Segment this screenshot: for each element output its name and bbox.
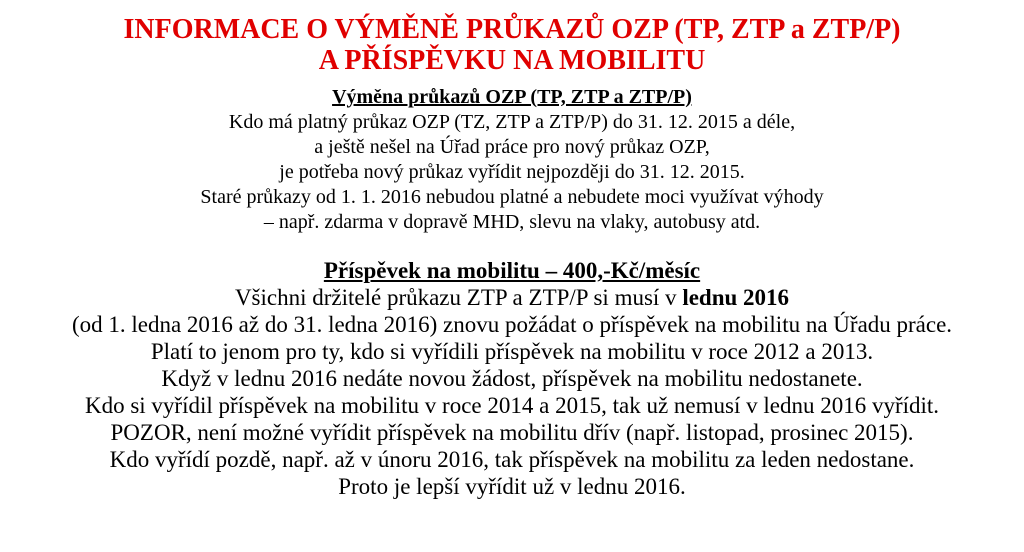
paragraph-text: Všichni držitelé průkazu ZTP a ZTP/P si musí v (234, 285, 683, 310)
paragraph-line: (od 1. ledna 2016 až do 31. ledna 2016) znovu požádat o příspěvek na mobilitu na Úřadu práce. (71, 312, 953, 337)
paragraph-line (0, 284, 1024, 311)
section-heading-card-exchange: Výměna průkazů OZP (TP, ZTP a ZTP/P) (332, 86, 692, 108)
paragraph-line: a ještě nešel na Úřad práce pro nový průkaz OZP, (314, 136, 710, 158)
title-line-2: A PŘÍSPĚVKU NA MOBILITU (318, 45, 706, 76)
emphasis-date: lednu 2016 (682, 285, 790, 310)
paragraph-line: Když v lednu 2016 nedáte novou žádost, příspěvek na mobilitu nedostanete. (161, 366, 863, 391)
section-mobility-allowance (0, 257, 1024, 500)
paragraph-line: je potřeba nový průkaz vyřídit nejpozději do 31. 12. 2015. (279, 161, 745, 183)
paragraph-line: Staré průkazy od 1. 1. 2016 nebudou platné a nebudete moci využívat výhody (200, 186, 824, 208)
paragraph-line: Kdo má platný průkaz OZP (TZ, ZTP a ZTP/P) do 31. 12. 2015 a déle, (228, 111, 796, 133)
paragraph-line: Kdo vyřídí pozdě, např. až v únoru 2016, tak příspěvek na mobilitu za leden nedostane. (109, 447, 915, 472)
paragraph-line: POZOR, není možné vyřídit příspěvek na mobilitu dřív (např. listopad, prosinec 2015). (110, 420, 914, 445)
section-card-exchange (0, 85, 1024, 235)
section-heading-mobility-allowance: Příspěvek na mobilitu – 400,-Kč/měsíc (323, 258, 701, 283)
document-title (0, 0, 1024, 76)
paragraph-line: – např. zdarma v dopravě MHD, slevu na vlaky, autobusy atd. (263, 211, 761, 233)
paragraph-line: Proto je lepší vyřídit už v lednu 2016. (338, 474, 686, 499)
title-line-1: INFORMACE O VÝMĚNĚ PRŮKAZŮ OZP (TP, ZTP a ZTP/P) (123, 14, 901, 45)
paragraph-line: Kdo si vyřídil příspěvek na mobilitu v roce 2014 a 2015, tak už nemusí v lednu 2016 vyřídit. (84, 393, 940, 418)
paragraph-line: Platí to jenom pro ty, kdo si vyřídili příspěvek na mobilitu v roce 2012 a 2013. (150, 339, 874, 364)
